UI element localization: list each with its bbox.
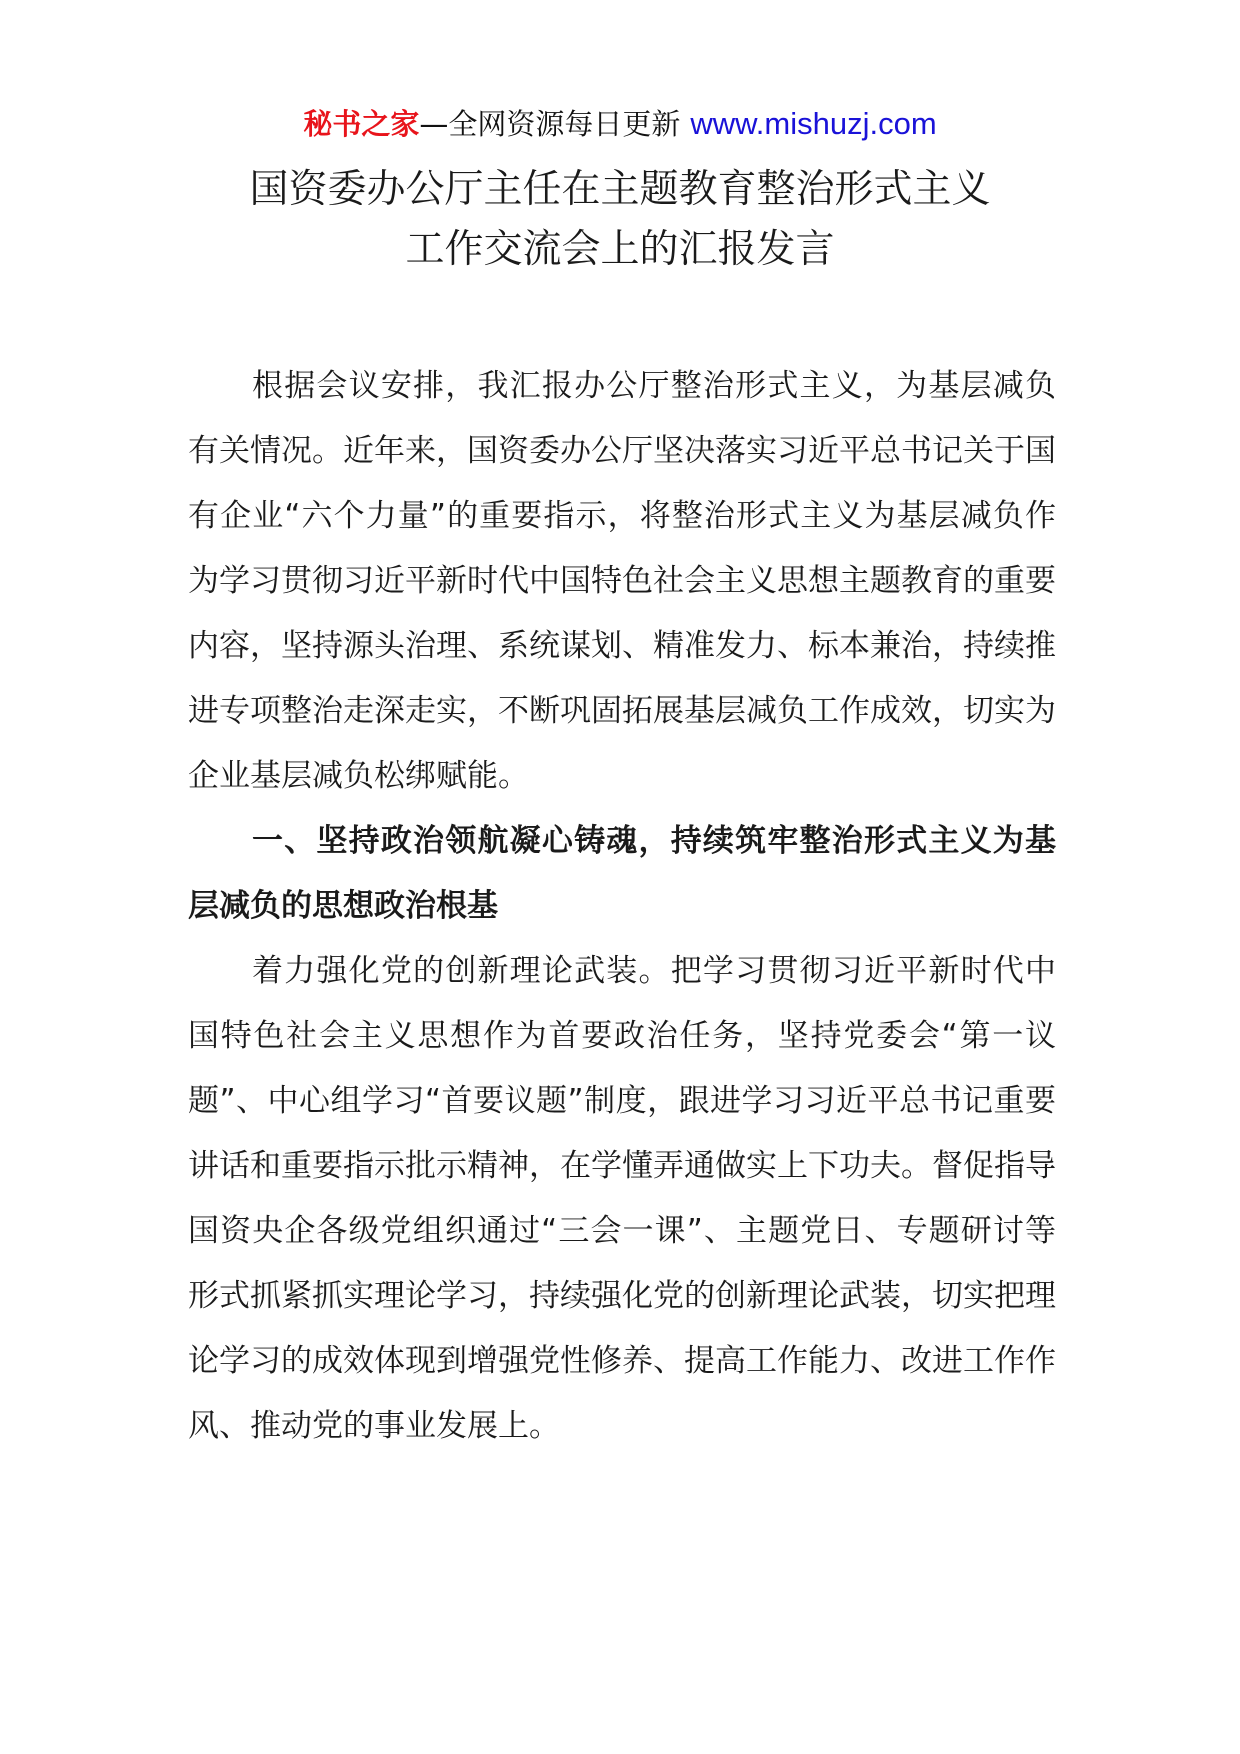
document-body bbox=[188, 354, 1056, 1459]
site-url-link[interactable]: www.mishuzj.com bbox=[690, 106, 937, 141]
title-line-1: 国资委办公厅主任在主题教育整治形式主义 bbox=[249, 167, 991, 212]
site-tagline: —全网资源每日更新 bbox=[419, 107, 681, 141]
section-heading-1: 一、坚持政治领航凝心铸魂，持续筑牢整治形式主义为基层减负的思想政治根基 bbox=[188, 823, 1056, 924]
document-title bbox=[0, 160, 1240, 280]
site-header bbox=[0, 104, 1240, 144]
title-line-2: 工作交流会上的汇报发言 bbox=[405, 227, 835, 272]
paragraph-intro: 根据会议安排，我汇报办公厅整治形式主义，为基层减负有关情况。近年来，国资委办公厅坚决落实习近平总书记关于国有企业“六个力量”的重要指示，将整治形式主义为基层减负作为学习贯彻习近平新时代中国特色社会主义思想主题教育的重要内容，坚持源头治理、系统谋划、精准发力、标本兼治，持续推进专项整治走深走实，不断巩固拓展基层减负工作成效，切实为企业基层减负松绑赋能。 bbox=[188, 368, 1056, 794]
paragraph-theory-study: 着力强化党的创新理论武装。把学习贯彻习近平新时代中国特色社会主义思想作为首要政治任务，坚持党委会“第一议题”、中心组学习“首要议题”制度，跟进学习习近平总书记重要讲话和重要指示批示精神，在学懂弄通做实上下功夫。督促指导国资央企各级党组织通过“三会一课”、主题党日、专题研讨等形式抓紧抓实理论学习，持续强化党的创新理论武装，切实把理论学习的成效体现到增强党性修养、提高工作能力、改进工作作风、推动党的事业发展上。 bbox=[188, 953, 1056, 1444]
site-brand: 秘书之家 bbox=[303, 107, 420, 141]
